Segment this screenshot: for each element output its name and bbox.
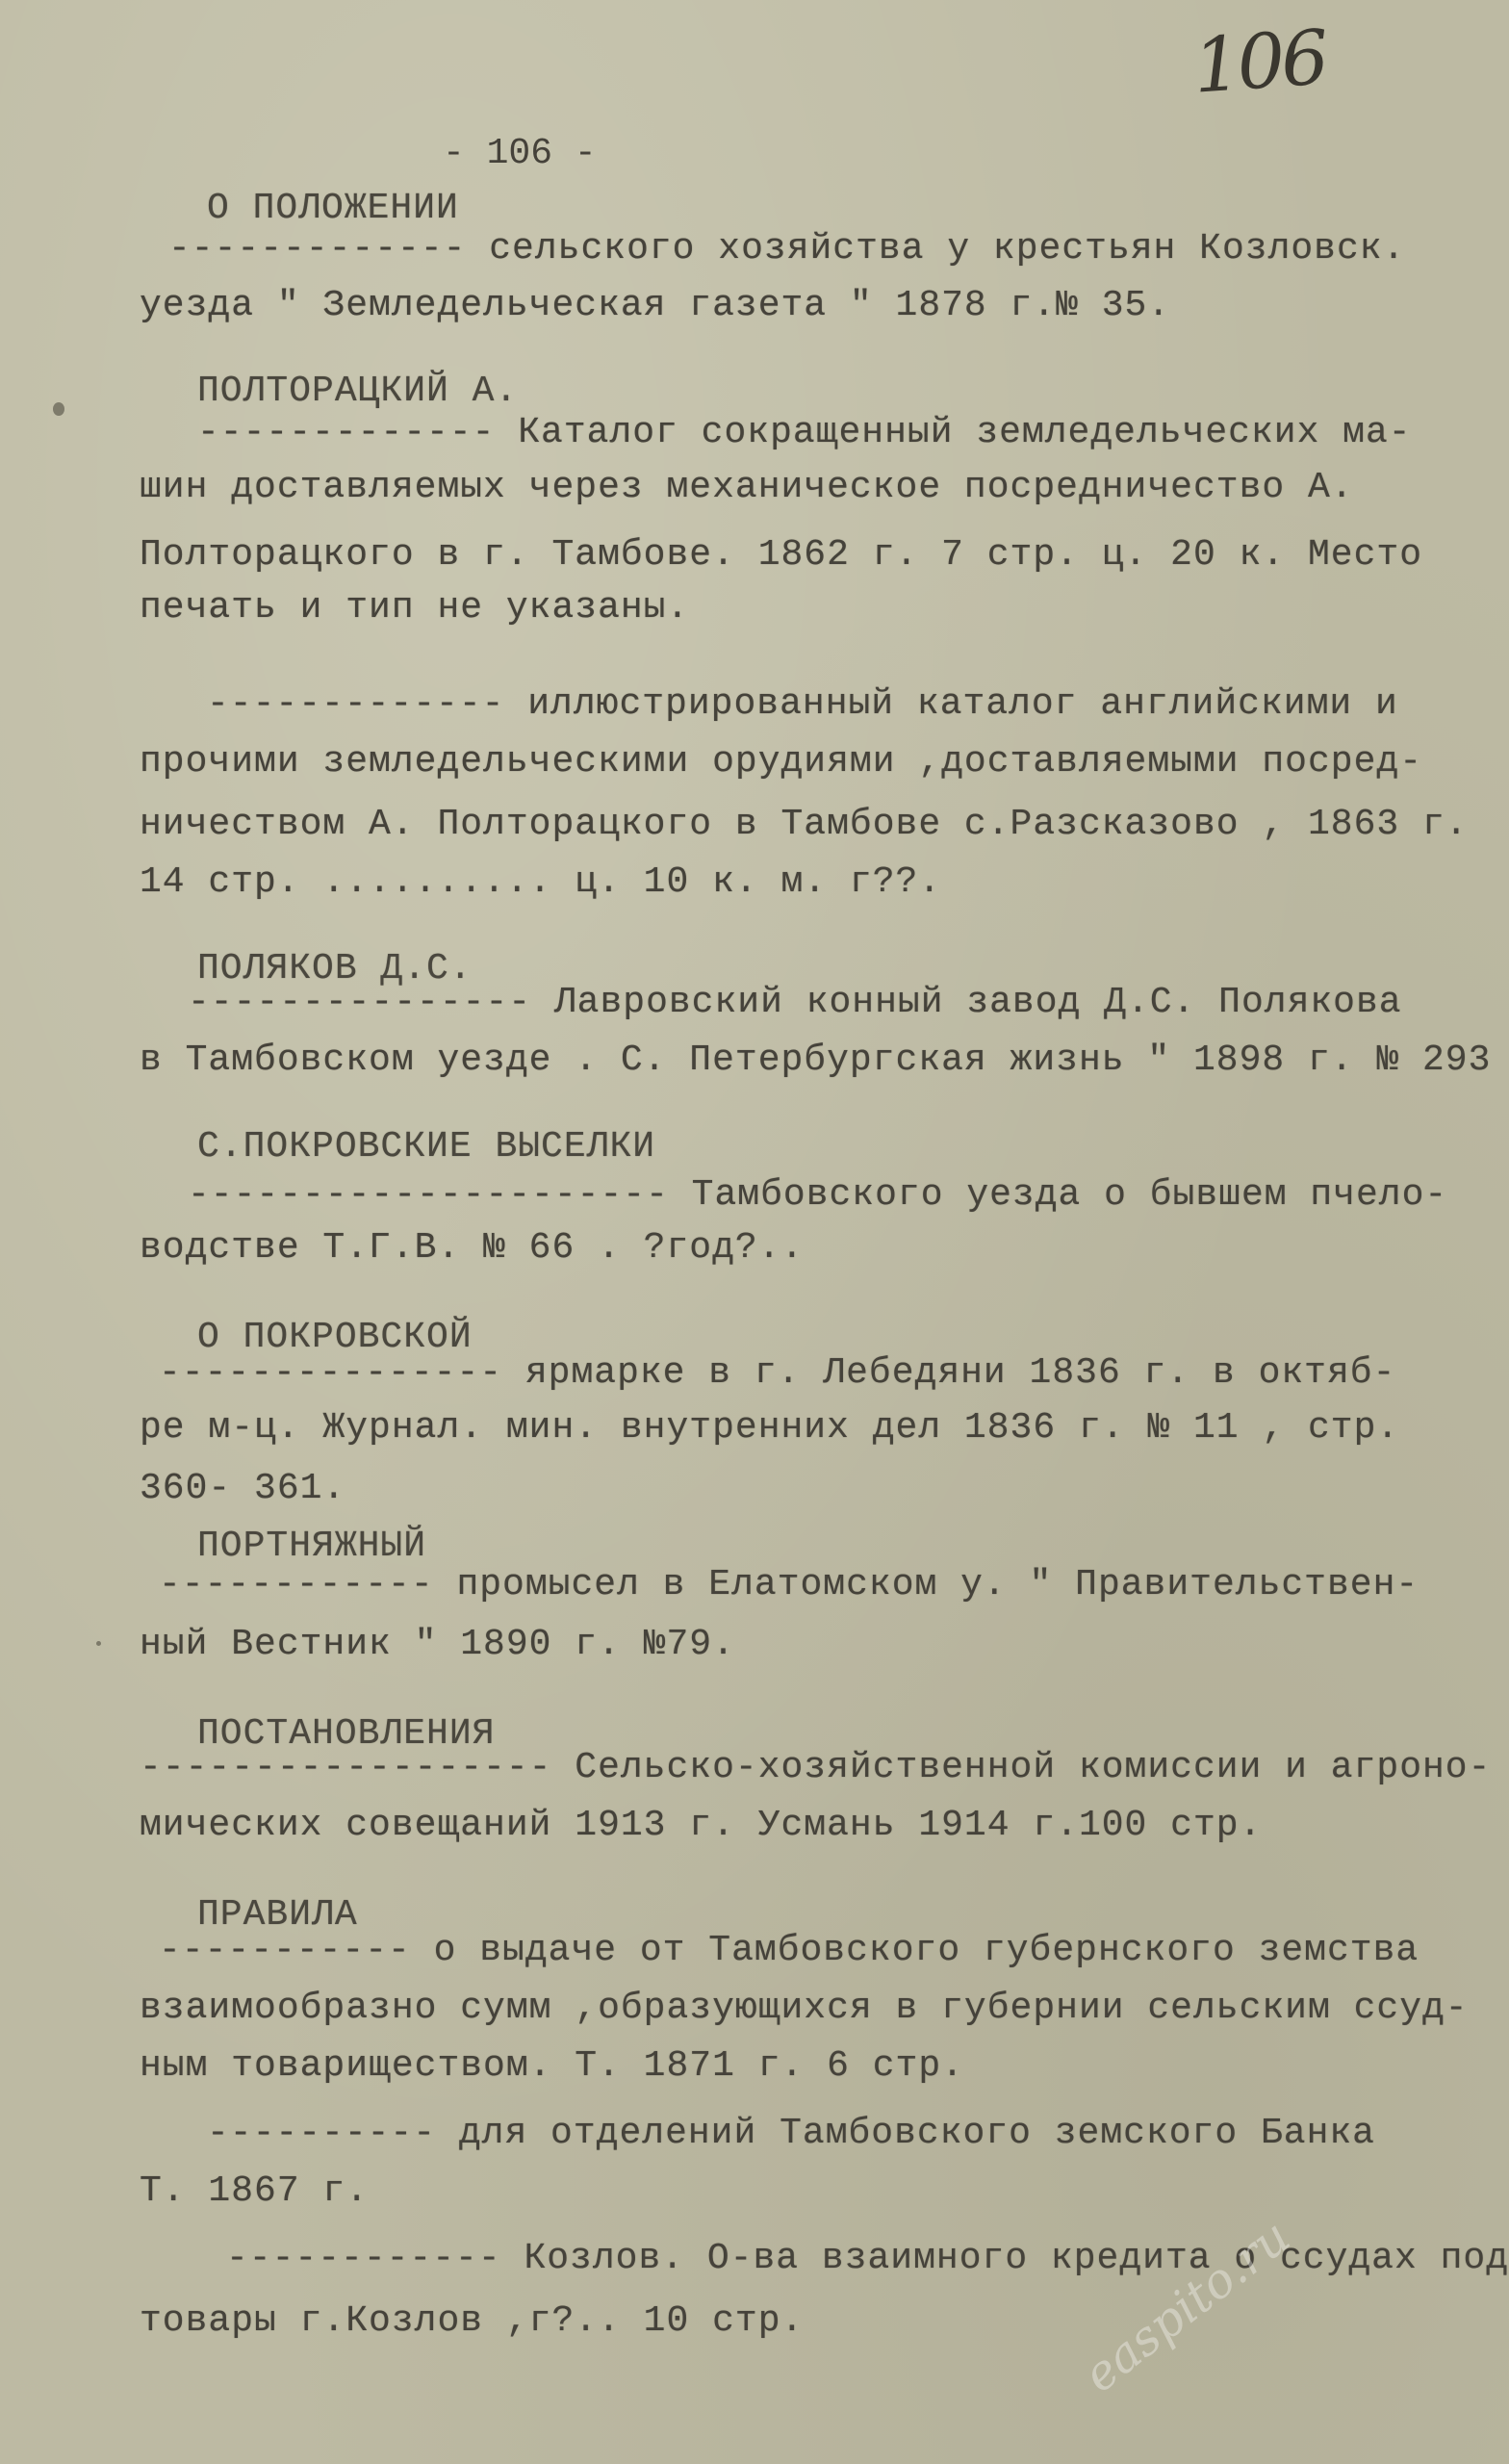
- entry-heading: О ПОЛОЖЕНИИ: [207, 188, 459, 229]
- entry-heading: ПРАВИЛА: [197, 1894, 358, 1936]
- watermark: easpito.ru: [1072, 2208, 1301, 2403]
- text-line: взаимообразно сумм ,образующихся в губернии сельским ссуд-: [140, 1988, 1469, 2029]
- entry-heading: С.ПОКРОВСКИЕ ВЫСЕЛКИ: [197, 1126, 656, 1168]
- text-line: ------------ промысел в Елатомском у. " Правительствен-: [159, 1564, 1419, 1605]
- text-line: --------------------- Тамбовского уезда о бывшем пчело-: [188, 1174, 1448, 1216]
- entry-heading: ПОЛТОРАЦКИЙ А.: [197, 371, 519, 412]
- text-line: 14 стр. .......... ц. 10 к. м. г??.: [140, 861, 942, 903]
- entry-heading: ПОЛЯКОВ Д.С.: [197, 948, 473, 989]
- text-line: --------------- Лавровский конный завод Д.С. Полякова: [188, 982, 1402, 1023]
- text-line: ------------------ Сельско-хозяйственной комиссии и агроно-: [140, 1747, 1492, 1788]
- text-line: мических совещаний 1913 г. Усмань 1914 г.100 стр.: [140, 1805, 1263, 1846]
- text-line: ------------- сельского хозяйства у крестьян Козловск.: [168, 228, 1406, 270]
- entry-heading: ПОСТАНОВЛЕНИЯ: [197, 1713, 496, 1755]
- text-line: уезда " Земледельческая газета " 1878 г.№ 35.: [140, 285, 1171, 326]
- text-line: ре м-ц. Журнал. мин. внутренних дел 1836 г. № 11 , стр.: [140, 1407, 1400, 1449]
- entry-heading: ПОРТНЯЖНЫЙ: [197, 1526, 427, 1567]
- text-line: в Тамбовском уезде . С. Петербургская жизнь " 1898 г. № 293: [140, 1040, 1492, 1081]
- text-line: ничеством А. Полторацкого в Тамбове с.Разсказово , 1863 г.: [140, 804, 1469, 845]
- text-line: водстве Т.Г.В. № 66 . ?год?..: [140, 1227, 805, 1269]
- entry-heading: О ПОКРОВСКОЙ: [197, 1317, 473, 1358]
- text-line: Полторацкого в г. Тамбове. 1862 г. 7 стр. ц. 20 к. Место: [140, 534, 1423, 576]
- text-line: --------------- ярмарке в г. Лебедяни 1836 г. в октяб-: [159, 1352, 1396, 1394]
- text-line: ---------- для отделений Тамбовского земского Банка: [207, 2113, 1375, 2154]
- text-line: 360- 361.: [140, 1468, 346, 1509]
- text-line: Т. 1867 г.: [140, 2170, 370, 2212]
- text-line: ------------- иллюстрированный каталог английскими и: [207, 683, 1398, 725]
- text-line: товары г.Козлов ,г?.. 10 стр.: [140, 2300, 805, 2342]
- ink-blot: [53, 402, 64, 416]
- ink-speck: [96, 1641, 101, 1646]
- page-number: - 106 -: [443, 133, 597, 174]
- text-line: ным товариществом. Т. 1871 г. 6 стр.: [140, 2045, 964, 2087]
- handwritten-folio-number: 106: [1190, 14, 1328, 111]
- text-line: прочими земледельческими орудиями ,доставляемыми посред-: [140, 741, 1423, 783]
- text-line: печать и тип не указаны.: [140, 587, 690, 629]
- text-line: ----------- о выдаче от Тамбовского губернского земства: [159, 1930, 1419, 1971]
- text-line: ------------ Козлов. О-ва взаимного кредита о ссудах под: [226, 2238, 1509, 2279]
- text-line: ный Вестник " 1890 г. №79.: [140, 1624, 735, 1665]
- text-line: ------------- Каталог сокращенный земледельческих ма-: [197, 412, 1412, 453]
- text-line: шин доставляемых через механическое посредничество А.: [140, 467, 1354, 508]
